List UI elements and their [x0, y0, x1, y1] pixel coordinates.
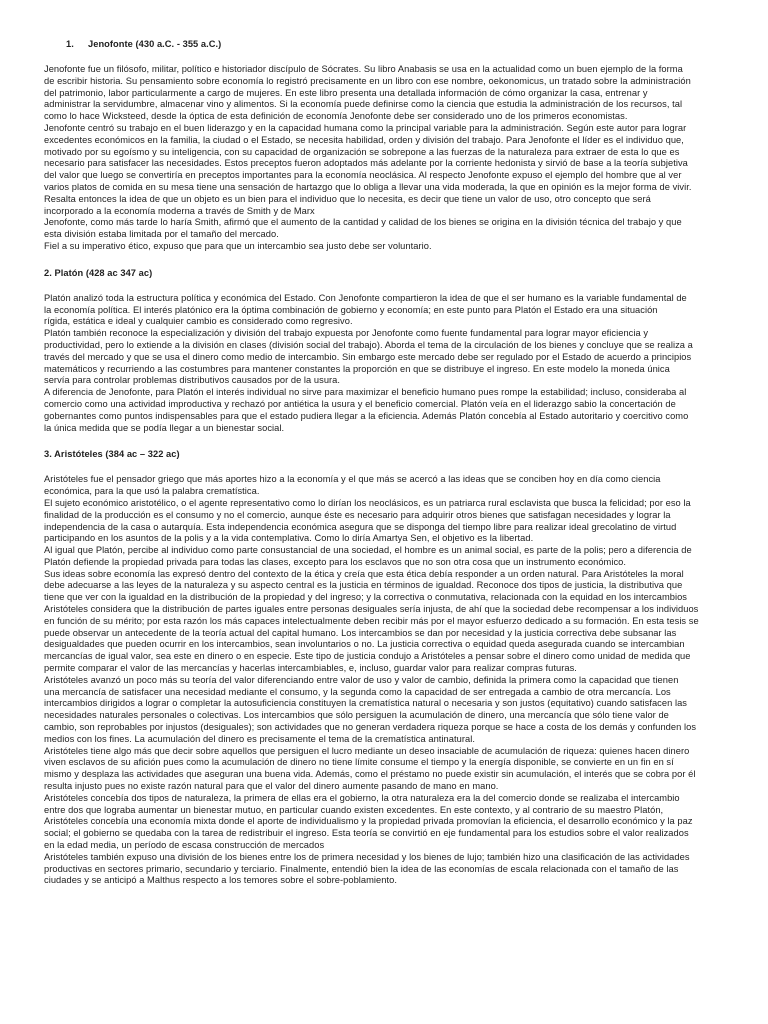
- text-line: Resalta entonces la idea de que un objeto es un bien para el individuo que lo necesita, es decir que tiene un valor de uso, otro concepto que será: [44, 193, 651, 204]
- text-line: Platón también reconoce la especialización y división del trabajo expuesta por Jenofonte como fuente fundamental para lograr mayor eficiencia y: [44, 328, 649, 339]
- text-line: tiene que ver con la igualdad en la distribución de la propiedad y del ingreso; y la correctiva o conmutativa, relacionada con la equidad en los intercambios: [44, 592, 688, 603]
- text-line: incorporado a la economía moderna a través de Smith y de Marx: [44, 205, 315, 216]
- text-line: través del mercado y que se usa el dinero como medio de intercambio. Sin embargo este mercado debe ser regulado por el Estado de acuerdo a principios: [44, 351, 692, 362]
- text-line: puede observar un antecedente de la teoría actual del capital humano. Los intercambios se dan por necesidad y la justicia correctiva debe subsanar las: [44, 627, 677, 638]
- text-line: económica, para la que usó la palabra crematística.: [44, 486, 260, 497]
- text-line: comercio como una actividad improductiva y rechazó por antiética la usura y el beneficio comercial. Platón veía en el liderazgo sabio la concertación de: [44, 398, 676, 409]
- text-line: excedentes económicos en la familia, la ciudad o el Estado, se necesita habilidad, orden y división del trabajo. Para Jenofonte el líder es el individuo que,: [44, 134, 684, 145]
- text-line: mismo y desplaza las actividades que aseguran una buena vida. Además, como el préstamo no puede existir sin acumulación, el interés que se cobra por él: [44, 769, 696, 780]
- text-line: finalidad de la producción es el consumo y no el comercio, aunque éste es necesario para adquirir otros bienes que satisfagan necesidades y lograr la: [44, 509, 671, 520]
- text-line: debe adecuarse a las leyes de la naturaleza y su aspecto central es la justicia en términos de igualdad. Reconoce dos tipos de justicia, la distributiva que: [44, 580, 683, 591]
- text-line: esta división estaba limitada por el tamaño del mercado.: [44, 229, 279, 240]
- text-line: Jenofonte centró su trabajo en el buen liderazgo y en la capacidad humana como la principal variable para la administración. Según este autor para lograr: [44, 122, 687, 133]
- text-line: entre dos que lograba aumentar un bienestar mutuo, en particular cuando existen excedentes. En este contexto, y al contrario de su maestro Platón,: [44, 804, 664, 815]
- text-line: Aristóteles tiene algo más que decir sobre aquellos que persiguen el lucro mediante un deseo insaciable de acumulación de riqueza: quienes hacen dinero: [44, 745, 690, 756]
- text-line: del patrimonio, labor particularmente a cargo de mujeres. En este libro presenta una detallada información de cómo organizar la casa, entrenar y: [44, 87, 648, 98]
- text-line: necesario para satisfacer las necesidades. Estos preceptos fueron adoptados más adelante por la corriente hedonista y sirvió de base a la teoría subjetiva: [44, 158, 688, 169]
- text-line: medios con los fines. La acumulación del dinero es precisamente el tema de la crematística antinatural.: [44, 733, 475, 744]
- text-line: participando en los asuntos de la polis y a la vida contemplativa. Como lo diría Amartya Sen, el objetivo es la libertad.: [44, 533, 534, 544]
- text-line: del valor que luego se convertiría en preceptos importantes para la economía neoclásica. Al respecto Jenofonte expuso el ejemplo del hombre que al ver: [44, 170, 682, 181]
- text-line: El sujeto económico aristotélico, o el agente representativo como lo dirían los neoclásicos, es un patriarca rural esclavista que busca la felicidad; por eso la: [44, 497, 691, 508]
- text-line: matemáticos y recurriendo a las costumbres para mantener constantes la proporción en que se distribuye el ingreso. En este modelo la moneda única: [44, 363, 670, 374]
- text-line: rígida, estática e ideal y cualquier cambio es considerado como regresivo.: [44, 316, 353, 327]
- text-line: servía para controlar problemas distributivos causados por de la usura.: [44, 375, 341, 386]
- section-body-jenofonte: [44, 64, 726, 253]
- text-line: permite comparar el valor de las mercancías y hacerlas intercambiables, e, incluso, guardar valor para realizar compras futuras.: [44, 663, 577, 674]
- text-line: Aristóteles considera que la distribución de partes iguales entre personas desiguales sería injusta, de ahí que la sociedad debe recompensar a los individuos: [44, 604, 699, 615]
- text-line: Sus ideas sobre economía las expresó dentro del contexto de la ética y creía que esta ética debía responder a un orden natural. Para Aristóteles la moral: [44, 568, 684, 579]
- text-line: ciudades y se anticipó a Malthus respecto a los temores sobre el sobre-poblamiento.: [44, 875, 397, 886]
- text-line: en función de su mérito; por esta razón los más capaces intelectualmente deben recibir más por el mayor esfuerzo dedicado a su formación. En esta tesis se: [44, 615, 699, 626]
- text-line: productivas en sectores primario, secundario y terciario. Finalmente, entendió bien la idea de las economías de escala relacionada con el tamaño de las: [44, 863, 679, 874]
- section-body-aristoteles: [44, 474, 726, 887]
- text-line: motivado por su egoísmo y su inteligencia, con su capacidad de organización se sobrepone a las fuerzas de la naturaleza para extraer de esta lo que es: [44, 146, 680, 157]
- section-number: 3.: [44, 449, 52, 460]
- text-line: viven esclavos de su afición pues como la acumulación de dinero no tiene límite consume el tiempo y la energía disponible, se convierte en un fin en sí: [44, 757, 674, 768]
- text-line: Fiel a su imperativo ético, expuso que para que un intercambio sea justo debe ser voluntario.: [44, 240, 432, 251]
- text-line: en la edad media, un período de escasa construcción de mercados: [44, 840, 325, 851]
- text-line: una mercancía de satisfacer una necesidad mediante el consumo, y la segunda como la capacidad de ser entregada a cambio de otra mercancía. Los: [44, 686, 671, 697]
- text-line: Platón analizó toda la estructura política y económica del Estado. Con Jenofonte compartieron la idea de que el ser humano es la variable fundamental de: [44, 292, 687, 303]
- text-line: necesidades naturales personales o colectivas. Los intercambios que sólo persiguen la acumulación de dinero, una mercancía que sólo tiene valor de: [44, 710, 669, 721]
- text-line: Aristóteles también expuso una división de los bienes entre los de primera necesidad y los bienes de lujo; también hizo una clasificación de las actividades: [44, 851, 690, 862]
- text-line: Jenofonte, como más tarde lo haría Smith, afirmó que el aumento de la cantidad y calidad de los bienes se origina en la división técnica del trabajo y que: [44, 217, 682, 228]
- text-line: administrar la servidumbre, almacenar vino y alimentos. Si la economía puede definirse como la ciencia que estudia la administración de los recursos, tal: [44, 99, 683, 110]
- section-heading-aristoteles: [44, 448, 726, 461]
- section-body-platon: [44, 293, 726, 435]
- text-line: Platón defiende la propiedad privada para todas las clases, excepto para los esclavos que no son otra cosa que un instrumento económico.: [44, 556, 627, 567]
- text-line: desigualdades que pueden ocurrir en los intercambios, sean involuntarios o no. La justicia correctiva o equidad queda asegurada cuando se intercambian: [44, 639, 685, 650]
- section-title: Platón (428 ac 347 ac): [54, 267, 153, 278]
- text-line: Aristóteles concebía una economía mixta donde el aporte de individualismo y la propiedad privada promovían la eficiencia, el desarrollo económico y la paz: [44, 816, 693, 827]
- text-line: productividad, pero lo extiende a la división en clases (división social del trabajo). Aborda el tema de la circulación de los bienes y concluye que se realiza a: [44, 339, 693, 350]
- text-line: Aristóteles avanzó un poco más su teoría del valor diferenciando entre valor de uso y valor de cambio, definida la primera como la capacidad que tienen: [44, 674, 679, 685]
- text-line: la economía política. El interés platónico era la óptima combinación de gobierno y economía; en este punto para Platón el Estado era una situación: [44, 304, 658, 315]
- text-line: de escribir historia. Su pensamiento sobre economía lo registró precisamente en un libro con ese nombre, oekonomicus, un tratado sobre la administración: [44, 75, 691, 86]
- text-line: la única medida que se podía llegar a un bienestar social.: [44, 422, 285, 433]
- section-title: Jenofonte (430 a.C. - 355 a.C.): [88, 39, 222, 49]
- section-number: 1.: [66, 39, 74, 49]
- text-line: intercambios dirigidos a lograr o completar la autosuficiencia constituyen la crematística natural o necesaria y son justos (equitativo) cuando satisfacen las: [44, 698, 687, 709]
- text-line: mercancías de igual valor, sea este en dinero o en especie. Este tipo de justicia condujo a Aristóteles a pensar sobre el dinero como unidad de medida que: [44, 651, 691, 662]
- section-title: Aristóteles (384 ac – 322 ac): [54, 449, 180, 460]
- section-heading-platon: [44, 267, 726, 280]
- section-number: 2.: [44, 267, 52, 278]
- text-line: cambio, son reprobables por injustos (desiguales); son actividades que no generan verdadera riqueza porque se hace a costa de los demás y confunden los: [44, 722, 697, 733]
- text-line: Al igual que Platón, percibe al individuo como parte consustancial de una sociedad, el hombre es un animal social, es parte de la polis; pero a diferencia de: [44, 545, 692, 556]
- text-line: resulta injusto pues no existe razón natural para que el valor del dinero aumente pasando de mano en mano.: [44, 781, 499, 792]
- text-line: social; el gobierno se quedaba con la tarea de redistribuir el ingreso. Esta teoría se convirtió en eje fundamental para los estudios sobre el valor realizados: [44, 828, 689, 839]
- text-line: varios platos de comida en su mesa tiene una sensación de hartazgo que lo obliga a llevar una vida moderada, la que en opinión es la mejor forma de vivir.: [44, 181, 692, 192]
- section-heading-jenofonte: [44, 38, 726, 51]
- text-line: A diferencia de Jenofonte, para Platón el interés individual no sirve para maximizar el beneficio humano pues rompe la estabilidad; incluso, consideraba al: [44, 387, 687, 398]
- text-line: Aristóteles fue el pensador griego que más aportes hizo a la economía y el que más se acercó a las ideas que se conciben hoy en día como ciencia: [44, 474, 661, 485]
- text-line: independencia de la casa o autarquía. Esta independencia económica asegura que se disponga del tiempo libre para realizar ideal grecolatino de virtud: [44, 521, 677, 532]
- text-line: Jenofonte fue un filósofo, militar, político e historiador discípulo de Sócrates. Su libro Anabasis se usa en la actualidad como un buen ejemplo de la forma: [44, 64, 683, 74]
- text-line: Aristóteles concebía dos tipos de naturaleza, la primera de ellas era el gobierno, la otra naturaleza era la del comercio donde se realizaba el intercambio: [44, 792, 680, 803]
- text-line: gobernantes como puntos indispensables para que el estado pudiera llegar a la eficiencia. Además Platón concebía al Estado autoritario y coercitivo como: [44, 410, 689, 421]
- text-line: como lo hace Wicksteed, desde la óptica de esta definición de economía Jenofonte debe ser considerado uno de los primeros economistas.: [44, 111, 628, 122]
